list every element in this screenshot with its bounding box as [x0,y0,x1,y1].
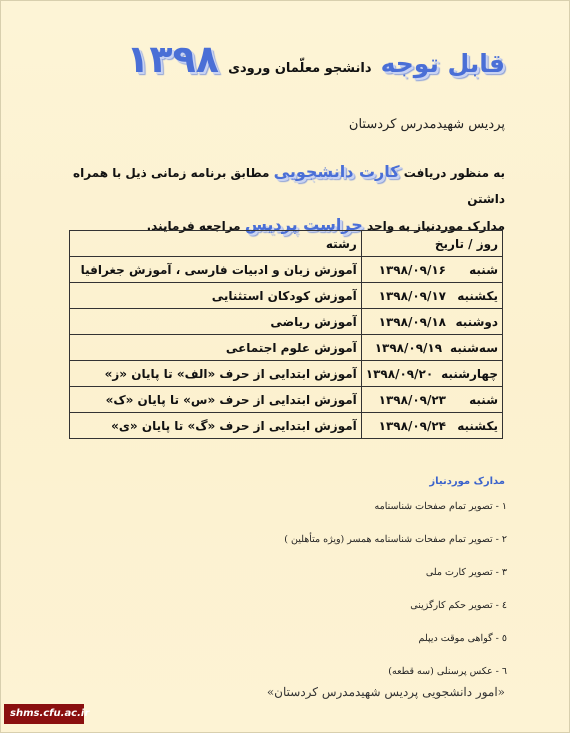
schedule-body [70,257,503,439]
list-item: ۱ - تصویر تمام صفحات شناسنامه [374,501,507,512]
list-item: ٦ - عکس پرسنلی (سه قطعه) [388,666,507,677]
date-value: ۱۳۹۸/۰۹/۱۷ [378,288,446,303]
table-row [70,283,503,309]
intro-line-1 [55,159,505,212]
student-card-highlight: کارت دانشجویی [273,162,400,181]
field-cell: آموزش زبان و ادبیات فارسی ، آموزش جغرافیا [70,257,362,283]
date-cell [361,361,502,387]
field-cell: آموزش علوم اجتماعی [70,335,362,361]
campus-name: پردیس شهیدمدرس کردستان [348,117,505,132]
list-item: ۲ - تصویر تمام صفحات شناسنامه همسر (ویژه متأهلین ) [284,534,507,545]
list-item: ٥ - گواهی موقت دیپلم [418,633,507,644]
intro-line1-post: مطابق برنامه زمانی ذیل با همراه داشتن [73,166,505,206]
day-name: یکشنبه [457,288,498,303]
table-row [70,309,503,335]
footer-signature: «امور دانشجویی پردیس شهیدمدرس کردستان» [266,685,505,699]
table-row [70,413,503,439]
intro-line1-pre: به منظور دریافت [403,166,505,180]
list-item: ٤ - تصویر حکم کارگزینی [410,600,507,611]
security-office-highlight: حراست پردیس [244,215,363,234]
date-cell [361,387,502,413]
field-cell: آموزش ابتدایی از حرف «گ» تا پایان «ی» [70,413,362,439]
date-cell [361,335,502,361]
date-value: ۱۳۹۸/۰۹/۱۶ [378,262,446,277]
date-value: ۱۳۹۸/۰۹/۲۳ [378,392,446,407]
site-logo: shms.cfu.ac.ir [4,704,84,724]
table-row [70,335,503,361]
intro-line2-pre: مدارک موردنیاز به واحد [367,219,505,233]
field-cell: آموزش ابتدایی از حرف «س» تا پایان «ک» [70,387,362,413]
intro-line2-post: مراجعه فرمایند. [146,219,241,233]
field-cell: آموزش ابتدایی از حرف «الف» تا پایان «ز» [70,361,362,387]
date-value: ۱۳۹۸/۰۹/۱۸ [378,314,446,329]
day-name: یکشنبه [457,418,498,433]
list-item: ۳ - تصویر کارت ملی [425,567,507,578]
day-name: سه‌شنبه [450,340,498,355]
field-cell: آموزش ریاضی [70,309,362,335]
header-field: رشته [70,231,362,257]
table-row [70,387,503,413]
header-date: روز / تاریخ [361,231,502,257]
day-name: شنبه [469,262,498,277]
title-main: قابل توجه [380,49,505,78]
documents-list [207,501,507,699]
date-cell [361,257,502,283]
day-name: شنبه [469,392,498,407]
announcement-title [105,37,505,81]
date-cell [361,283,502,309]
date-cell [361,413,502,439]
intro-paragraph [55,159,505,239]
date-value: ۱۳۹۸/۰۹/۲۴ [378,418,446,433]
date-cell [361,309,502,335]
field-cell: آموزش کودکان استثنایی [70,283,362,309]
date-value: ۱۳۹۸/۰۹/۱۹ [374,340,443,355]
table-row [70,257,503,283]
title-subtitle: دانشجو معلّمان ورودی [228,61,372,76]
day-name: چهارشنبه [441,366,498,381]
documents-heading: مدارک موردنیاز [429,476,505,487]
title-year: ۱۳۹۸ [126,37,219,81]
table-row [70,361,503,387]
day-name: دوشنبه [455,314,498,329]
date-value: ۱۳۹۸/۰۹/۲۰ [365,366,434,381]
schedule-table [69,230,503,439]
table-header-row [70,231,503,257]
